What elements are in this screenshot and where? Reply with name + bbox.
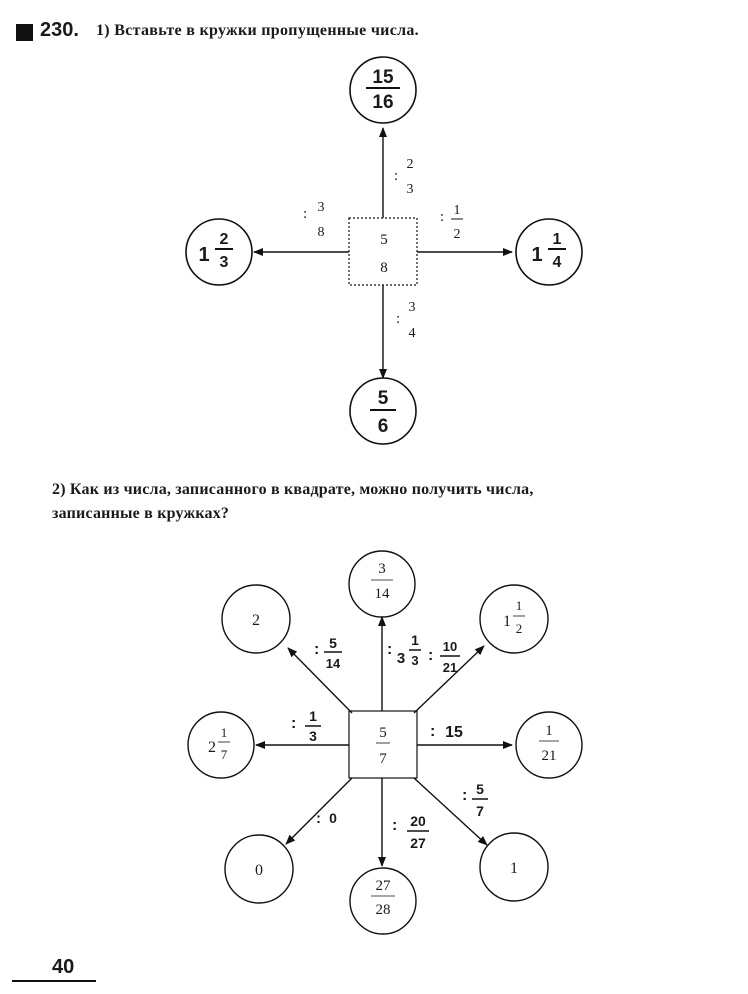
d1-bottom-op-num: 3 — [408, 300, 416, 315]
d1-left-colon: : — [303, 206, 308, 222]
d1-right-colon: : — [440, 209, 445, 225]
d2-bottomright-op-den: 7 — [476, 803, 484, 819]
d2-bottom-den: 28 — [375, 902, 391, 918]
d1-top-num: 15 — [372, 67, 394, 88]
d2-topright-num: 1 — [515, 598, 523, 613]
d2-topright-whole: 1 — [503, 613, 511, 630]
d2-circle-left — [188, 712, 254, 778]
d1-left-num: 2 — [219, 231, 229, 248]
d2-bottomright-op-num: 5 — [476, 781, 484, 797]
d2-center-square — [349, 711, 417, 778]
d2-topleft-op-den: 14 — [325, 656, 341, 671]
d1-bottom-colon: : — [396, 311, 401, 327]
d2-bottomright-colon: : — [462, 787, 468, 804]
d1-left-op-den: 8 — [317, 225, 325, 240]
d1-center-num: 5 — [380, 232, 388, 248]
d2-circle-right — [516, 712, 582, 778]
d2-left-op-num: 1 — [309, 708, 317, 724]
d1-bottom-den: 6 — [377, 416, 389, 437]
d2-bottomleft-colon: : — [316, 810, 321, 827]
page-number-rule — [12, 980, 96, 982]
d1-left-whole: 1 — [198, 244, 210, 266]
d2-topright-op-num: 10 — [442, 639, 458, 654]
d2-top-colon: : — [387, 641, 393, 658]
d2-left-colon: : — [291, 715, 297, 732]
d2-top-op-num: 1 — [411, 632, 419, 648]
page-number: 40 — [52, 956, 75, 978]
d2-bottomright-value: 1 — [510, 860, 518, 877]
d2-right-op: 15 — [445, 724, 463, 741]
d1-circle-right — [516, 219, 582, 285]
d2-bottom-num: 27 — [375, 878, 391, 894]
d2-topleft-op-num: 5 — [329, 635, 337, 651]
d2-topright-den: 2 — [515, 621, 523, 636]
d1-right-whole: 1 — [531, 244, 543, 266]
d2-left-whole: 2 — [208, 739, 216, 756]
task2-line1: 2) Как из числа, записанного в квадрате, можно получить числа, — [52, 481, 534, 498]
d1-top-op-num: 2 — [406, 157, 414, 172]
d1-circle-left — [186, 219, 252, 285]
d2-left-op-den: 3 — [309, 728, 317, 744]
d2-center-den: 7 — [379, 751, 387, 767]
d2-arrow-topleft — [288, 648, 352, 713]
d2-bottomleft-value: 0 — [255, 862, 263, 879]
task2-line2: записанные в кружках? — [52, 505, 230, 522]
task1-text: 1) Вставьте в кружки пропущенные числа. — [96, 22, 419, 39]
d1-right-den: 4 — [552, 254, 562, 271]
d2-bottom-op-num: 20 — [410, 813, 426, 829]
d2-right-num: 1 — [545, 723, 553, 739]
d1-bottom-num: 5 — [377, 388, 389, 409]
d2-topright-op-den: 21 — [442, 660, 458, 675]
d2-bottom-op-den: 27 — [410, 835, 426, 851]
exercise-number: 230. — [40, 19, 79, 41]
d2-topleft-value: 2 — [252, 612, 260, 629]
d1-left-op-num: 3 — [317, 200, 325, 215]
d1-bottom-op-den: 4 — [408, 326, 416, 341]
d2-top-den: 14 — [374, 586, 390, 602]
d1-left-den: 3 — [219, 254, 229, 271]
d2-left-den: 7 — [220, 747, 228, 762]
d1-right-num: 1 — [552, 231, 562, 248]
d1-center-den: 8 — [380, 260, 388, 276]
d2-bottom-colon: : — [392, 817, 398, 834]
d2-top-op-whole: 3 — [396, 650, 406, 667]
d1-right-op-den: 2 — [453, 227, 461, 242]
d2-left-num: 1 — [220, 725, 228, 740]
d2-topright-colon: : — [428, 647, 434, 664]
d2-circle-topright — [480, 585, 548, 653]
d2-top-num: 3 — [378, 561, 386, 577]
d2-top-op-den: 3 — [411, 653, 419, 668]
d2-bottomleft-op: 0 — [329, 810, 337, 826]
diagram1 — [186, 57, 582, 444]
diagram2 — [188, 551, 582, 934]
d1-right-op-num: 1 — [453, 203, 461, 218]
d2-center-num: 5 — [379, 725, 387, 741]
d2-right-colon: : — [430, 723, 436, 740]
d1-top-den: 16 — [372, 92, 394, 113]
d1-top-op-den: 3 — [406, 182, 414, 197]
d2-topleft-colon: : — [314, 641, 320, 658]
d2-right-den: 21 — [541, 748, 557, 764]
d1-top-colon: : — [394, 168, 399, 184]
